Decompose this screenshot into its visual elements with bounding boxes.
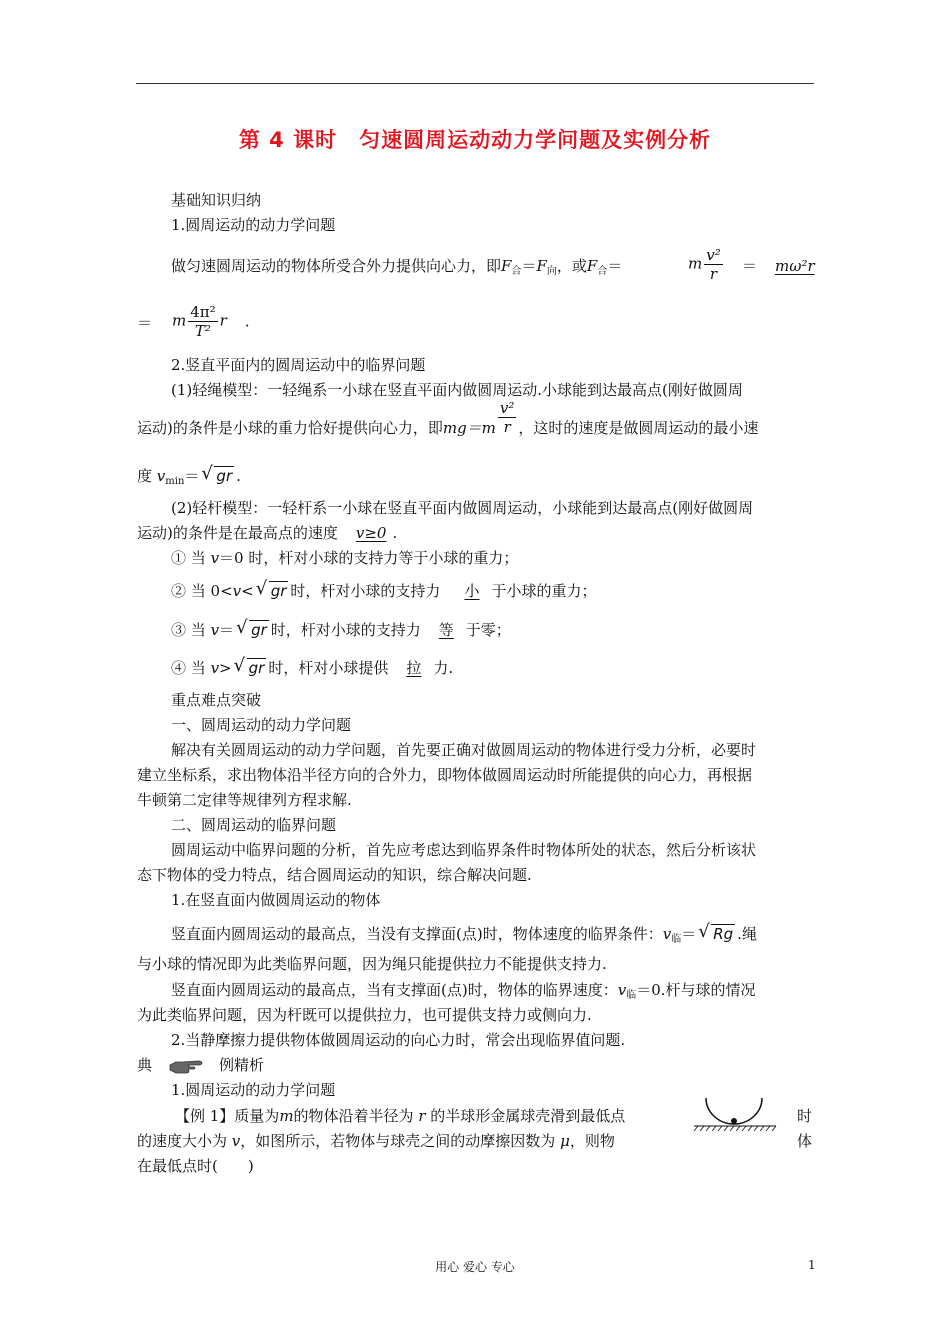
subsection-heading: 1.圆周运动的动力学问题 [171,216,336,234]
paragraph-line: 圆周运动中临界问题的分析，首先应考虑达到临界条件时物体所处的状态，然后分析该状 [171,841,757,859]
paragraph-line: 竖直面内圆周运动的最高点，当有支撑面(点)时，物体的临界速度：$v_临=0$.杆与球的情况 [171,981,756,1001]
example-line: 在最低点时( ) [137,1157,254,1175]
subsection-heading: 1.圆周运动的动力学问题 [171,1081,336,1099]
paragraph-line: 解决有关圆周运动的动力学问题，首先要正确对做圆周运动的物体进行受力分析，必要时 [171,741,757,759]
header-rule [136,83,814,84]
section-heading-example-rest: 例精析 [219,1056,265,1074]
paragraph-line: 2.当静摩擦力提供物体做圆周运动的向心力时，常会出现临界值问题. [171,1031,626,1049]
formula-4pi2-over-T2: m $\frac{\text{4π²}}{\text{T²}}$ r ． [172,303,260,340]
case-item: ① 当 v＝0 时，杆对小球的支持力等于小球的重力； [171,549,519,567]
section-heading-example: 典 [137,1056,153,1074]
case-item: ③ 当 v＝√ gr 时，杆对小球的支持力 等 于零； [171,620,511,640]
paragraph-line: 态下物体的受力特点，结合圆周运动的知识，综合解决问题. [137,866,532,884]
paragraph-line: 竖直面内圆周运动的最高点，当没有支撑面(点)时，物体速度的临界条件：$v_临=√$ Rg .绳 [171,924,757,950]
example-line: 【例 1】质量为m的物体沿着半径为 r 的半球形金属球壳滑到最低点 [175,1107,626,1125]
paragraph-line: 建立坐标系，求出物体沿半径方向的合外力，即物体做圆周运动时所能提供的向心力，再根据 [137,766,753,784]
example-line: 的速度大小为 v，如图所示，若物体与球壳之间的动摩擦因数为 μ，则物 [137,1132,615,1150]
example-line-end: 时 [797,1107,813,1125]
paragraph-line: (2)轻杆模型：一轻杆系一小球在竖直平面内做圆周运动，小球能到达最高点(刚好做圆周 [171,499,754,517]
paragraph-line: (1)轻绳模型：一轻绳系一小球在竖直平面内做圆周运动.小球能到达最高点(刚好做圆周 [171,381,743,399]
paragraph-line: 度 $v_{min}=√$ gr . [137,466,241,492]
case-item: ④ 当 v>√ gr 时，杆对小球提供 拉 力. [171,658,453,678]
page-title: 第 4 课时 匀速圆周运动动力学问题及实例分析 [238,128,712,152]
page-number: 1 [808,1258,816,1272]
pointing-hand-icon [168,1056,208,1076]
example-line-end: 体 [797,1132,813,1150]
paragraph-line: 运动)的条件是小球的重力恰好提供向心力，即mg＝m $\frac{\text{v²}}{r}$ ，这时的速度是做圆周运动的最小速 [137,398,759,437]
subsection-heading: 一、圆周运动的动力学问题 [171,716,352,734]
subsection-heading: 2.竖直平面内的圆周运动中的临界问题 [171,356,426,374]
paragraph-line: 牛顿第二定律等规律列方程求解. [137,791,352,809]
section-heading: 重点难点突破 [171,691,262,709]
section-heading: 基础知识归纳 [171,191,262,209]
paragraph-line: 为此类临界问题，因为杆既可以提供拉力，也可提供支持力或侧向力. [137,1006,592,1024]
formula-m-v2-over-r: m $\frac{\text{v²}}{r}$ [688,246,721,283]
case-item: ② 当 0<v<√ gr 时，杆对小球的支持力 小 于小球的重力； [171,581,596,601]
paragraph-line: 运动)的条件是在最高点的速度 v≥0 . [137,524,398,542]
subsection-heading: 二、圆周运动的临界问题 [171,816,337,834]
answer-blank: ＝ mω²r [742,257,815,275]
formula-line: ＝ [137,314,153,332]
hemisphere-bowl-diagram [690,1092,780,1134]
paragraph-line: 与小球的情况即为此类临界问题，因为绳只能提供拉力不能提供支持力. [137,955,607,973]
footer-text: 用心 爱心 专心 [435,1260,515,1274]
paragraph-line: 做匀速圆周运动的物体所受合外力提供向心力，即$F_合=F_向$，或$F_合=$ [171,257,623,277]
subsection-heading: 1.在竖直面内做圆周运动的物体 [171,891,381,909]
